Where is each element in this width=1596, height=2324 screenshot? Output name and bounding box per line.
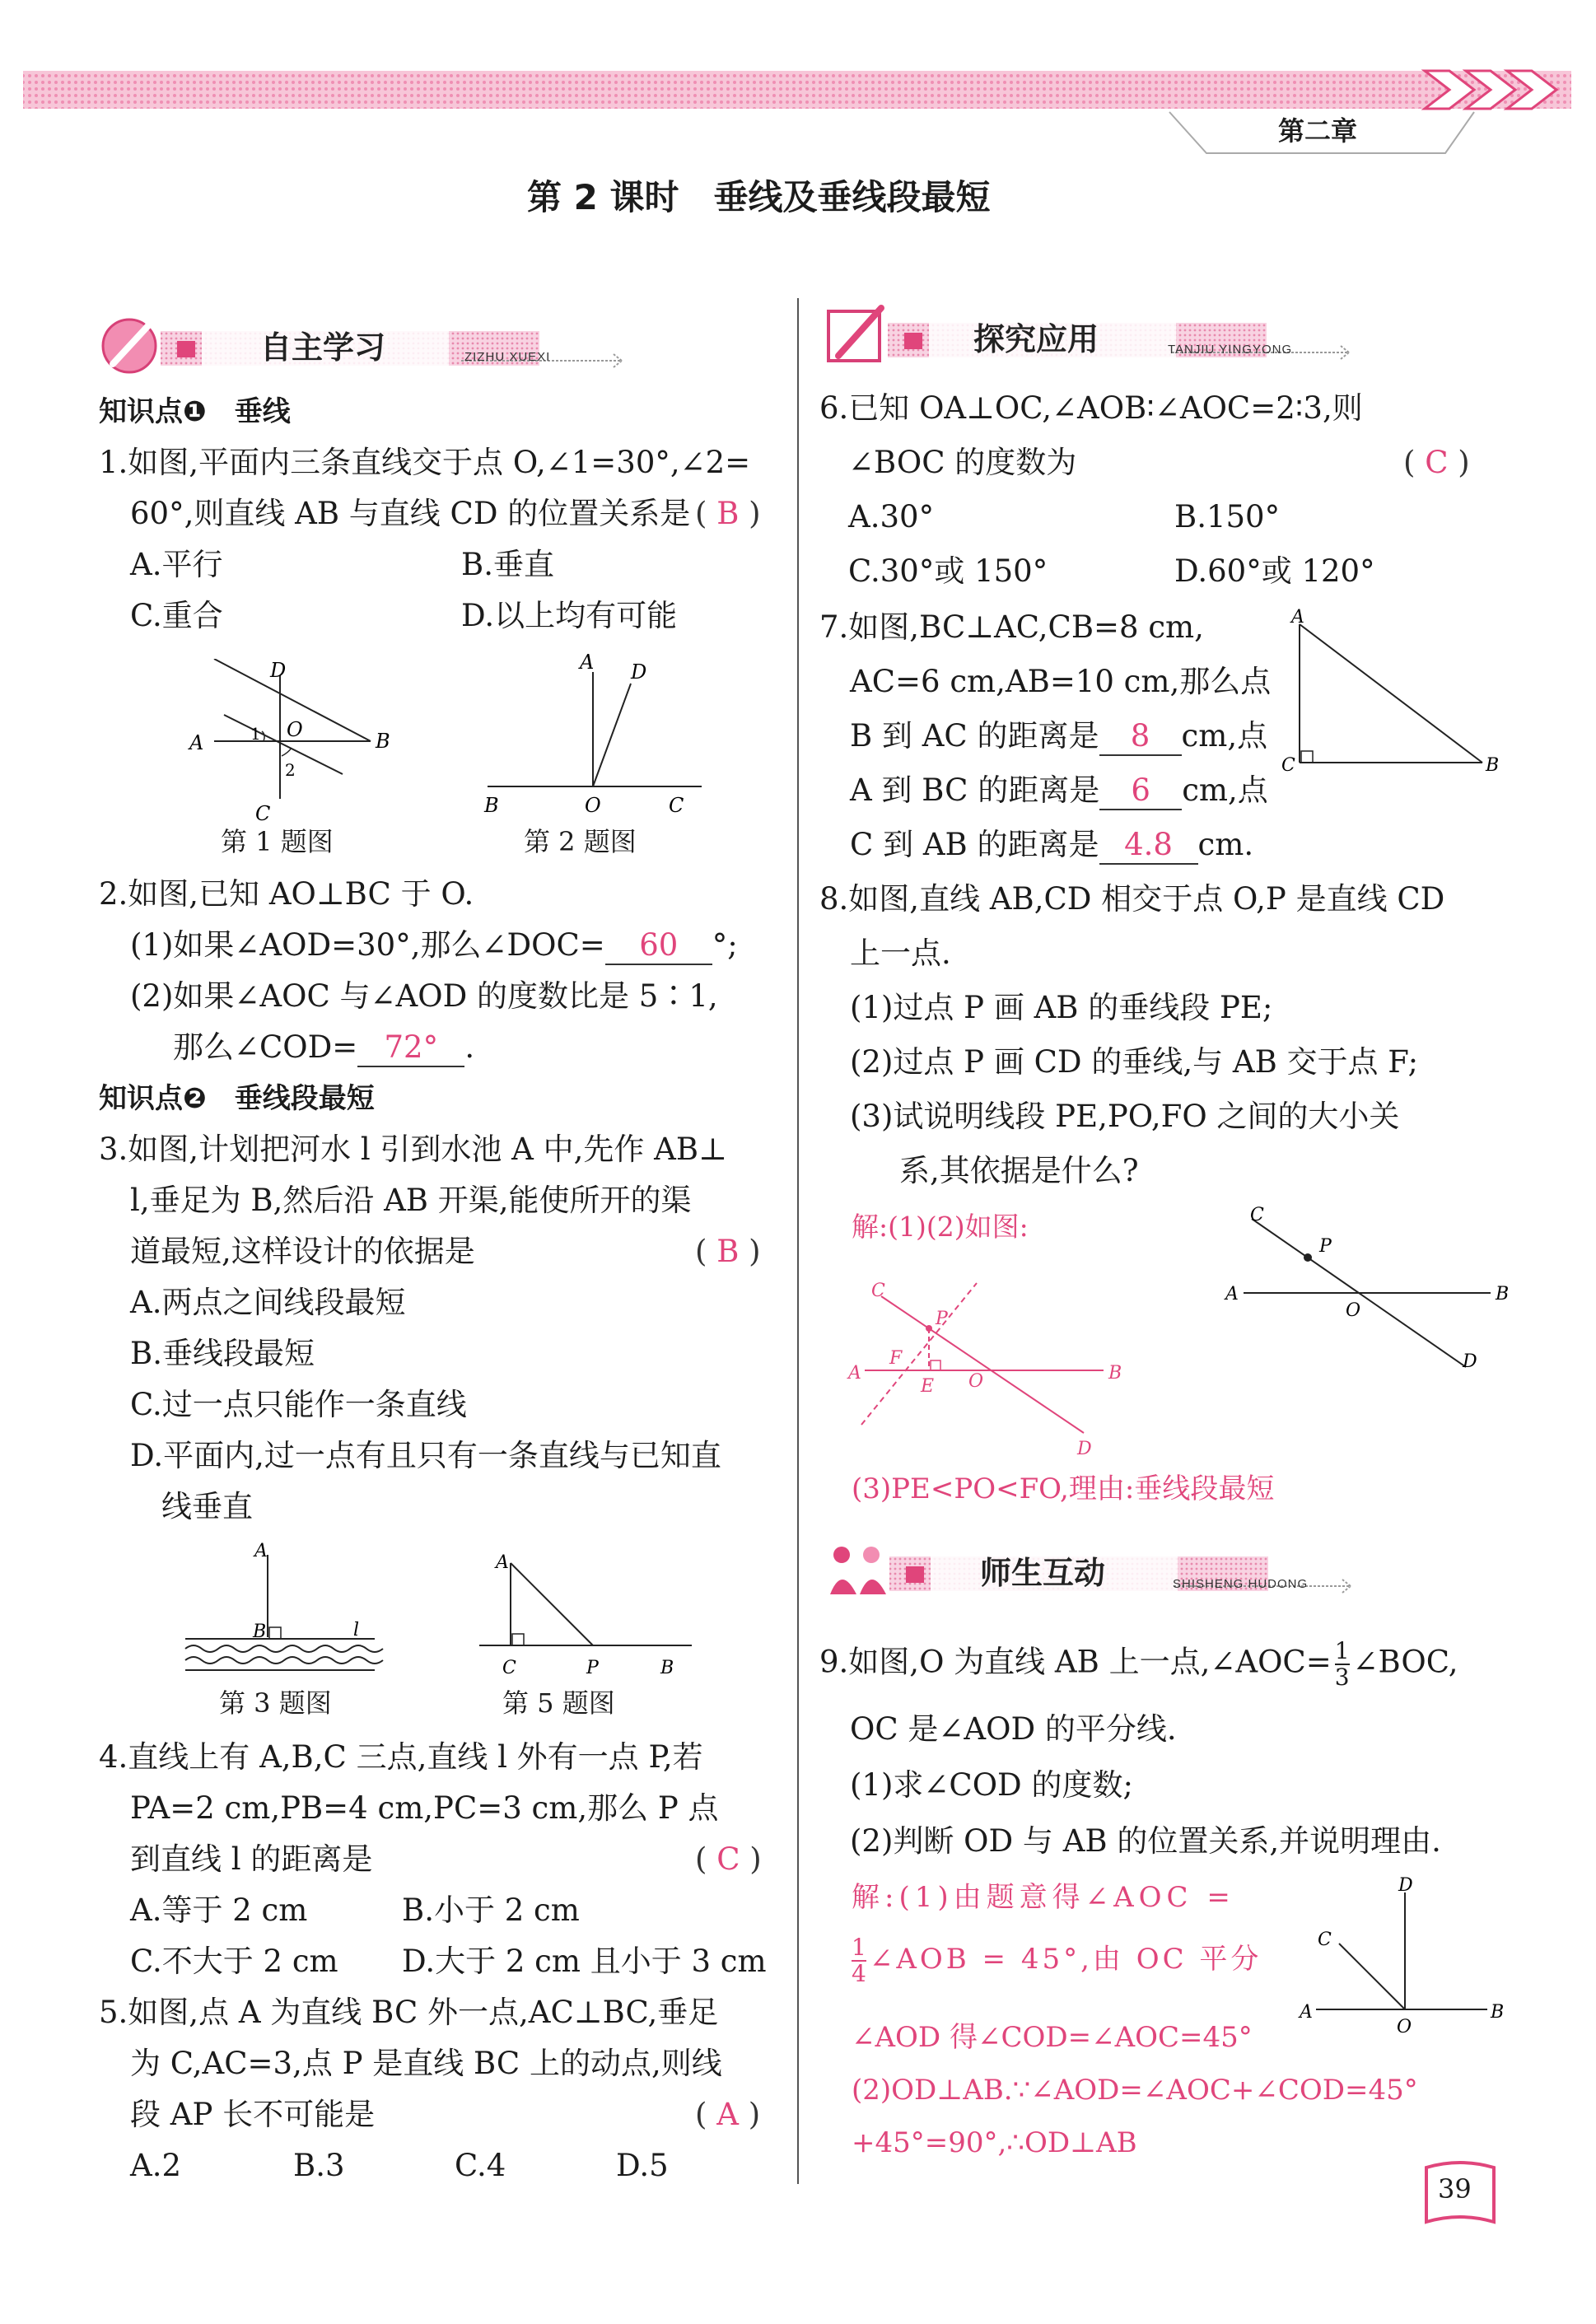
q8-part3a: (3)试说明线段 PE,PO,FO 之间的大小关 bbox=[850, 1099, 1400, 1134]
fig7-label-b: B bbox=[1486, 755, 1500, 776]
q7-line5: C 到 AB 的距离是 4.8 cm. bbox=[850, 827, 1253, 865]
fig9-label-o: O bbox=[1397, 2017, 1412, 2034]
q3-line1: 3.如图,计划把河水 l 引到水池 A 中,先作 AB⊥ bbox=[99, 1132, 727, 1167]
q8-solution-2: (3)PE<PO<FO,理由:垂线段最短 bbox=[852, 1472, 1275, 1505]
q5-option-d: D.5 bbox=[616, 2148, 669, 2183]
section-zizhu-subtitle: ZIZHU XUEXI bbox=[464, 350, 551, 364]
fig9-label-d: D bbox=[1398, 1875, 1413, 1896]
fig8-label-d: D bbox=[1463, 1351, 1477, 1372]
q5-answer: A bbox=[716, 2097, 739, 2132]
q3-line3: 道最短,这样设计的依据是 bbox=[130, 1234, 475, 1269]
q8-line1: 8.如图,直线 AB,CD 相交于点 O,P 是直线 CD bbox=[819, 881, 1445, 917]
q4-line3: 到直线 l 的距离是 bbox=[130, 1841, 373, 1877]
q5-option-a: A.2 bbox=[130, 2148, 182, 2183]
fig1-label-c: C bbox=[255, 802, 271, 824]
q1-answer: B bbox=[716, 496, 740, 531]
q4-option-b: B.小于 2 cm bbox=[402, 1892, 580, 1928]
fig7-label-c: C bbox=[1281, 755, 1295, 776]
lesson-title: 第 2 课时 垂线及垂线段最短 bbox=[527, 177, 991, 217]
fig9-label-c: C bbox=[1318, 1930, 1332, 1950]
q1-line1: 1.如图,平面内三条直线交于点 O,∠1=30°,∠2= bbox=[99, 445, 751, 480]
section-shisheng-title: 师生互动 bbox=[980, 1555, 1106, 1591]
q4-option-c: C.不大于 2 cm bbox=[130, 1944, 338, 1979]
q2-figure bbox=[478, 642, 716, 824]
q6-answer: C bbox=[1425, 445, 1449, 480]
q2-answer-2: 72° bbox=[357, 1029, 464, 1067]
fig1-label-a: A bbox=[189, 731, 204, 754]
q8-solution-figure bbox=[840, 1263, 1153, 1461]
fig8s-label-p: P bbox=[936, 1309, 948, 1329]
q8-line2: 上一点. bbox=[850, 936, 951, 971]
fig2-label-c: C bbox=[669, 794, 684, 817]
q9-figure bbox=[1293, 1869, 1515, 2034]
q1-option-c: C.重合 bbox=[130, 598, 223, 633]
q1-figure bbox=[181, 659, 395, 824]
page-number: 39 bbox=[1438, 2173, 1472, 2205]
fig2-label-a: A bbox=[580, 651, 595, 674]
fig8-label-p: P bbox=[1319, 1236, 1332, 1257]
q5-line3: 段 AP 长不可能是 bbox=[130, 2097, 376, 2132]
section-tanjiu-subtitle: TANJIU YINGYONG bbox=[1168, 343, 1293, 357]
fig8s-label-a: A bbox=[848, 1363, 861, 1384]
q8-part2: (2)过点 P 画 CD 的垂线,与 AB 交于点 F; bbox=[850, 1044, 1419, 1080]
q8-part3b: 系,其依据是什么? bbox=[899, 1153, 1139, 1188]
q4-answer: C bbox=[716, 1841, 740, 1877]
fig5-label-b: B bbox=[660, 1658, 674, 1678]
fig8-label-c: C bbox=[1250, 1205, 1264, 1225]
knowledge-point-2: 知识点❷ 垂线段最短 bbox=[99, 1082, 375, 1115]
q2-part2: (2)如果∠AOC 与∠AOD 的度数比是 5∶1, bbox=[130, 978, 718, 1014]
q7-answer-2: 6 bbox=[1099, 772, 1182, 810]
q2-answer-1: 60 bbox=[605, 927, 712, 965]
fig8s-label-b: B bbox=[1108, 1363, 1122, 1384]
q6-option-c: C.30°或 150° bbox=[848, 553, 1048, 589]
fig1-label-o: O bbox=[287, 718, 303, 741]
q9-line2: OC 是∠AOD 的平分线. bbox=[850, 1711, 1177, 1747]
q7-answer-1: 8 bbox=[1099, 718, 1182, 756]
q7-answer-3: 4.8 bbox=[1099, 827, 1198, 865]
fig3-label-a: A bbox=[254, 1541, 268, 1561]
fig1-label-b: B bbox=[376, 730, 390, 753]
fig1-angle-2: 2 bbox=[285, 760, 296, 780]
knowledge-point-1: 知识点❶ 垂线 bbox=[99, 395, 291, 428]
fig8s-label-c: C bbox=[871, 1281, 885, 1301]
fig2-label-o: O bbox=[585, 794, 601, 817]
fig8-label-b: B bbox=[1496, 1284, 1510, 1304]
q9-solution-1: 解:(1)由题意得∠AOC = bbox=[852, 1881, 1235, 1914]
q5-figure bbox=[469, 1538, 700, 1687]
q3-option-c: C.过一点只能作一条直线 bbox=[130, 1387, 467, 1422]
fig8s-label-f: F bbox=[889, 1348, 903, 1369]
q6-answer-paren: ( C ) bbox=[1403, 445, 1470, 480]
q1-answer-paren: ( B ) bbox=[695, 496, 761, 531]
q9-solution-2: $\frac{1}{4}$ ∠AOB = 45°,由 OC 平分 bbox=[852, 1934, 1262, 1987]
q2-part1: (1)如果∠AOD=30°,那么∠DOC= 60 °; bbox=[130, 927, 738, 965]
q3-figure-caption: 第 3 题图 bbox=[219, 1687, 332, 1719]
q2-line1: 2.如图,已知 AO⊥BC 于 O. bbox=[99, 876, 474, 912]
fig5-label-c: C bbox=[502, 1658, 516, 1678]
q1-option-b: B.垂直 bbox=[461, 547, 554, 582]
q3-option-d2: 线垂直 bbox=[161, 1489, 253, 1524]
q3-line2: l,垂足为 B,然后沿 AB 开渠,能使所开的渠 bbox=[130, 1183, 692, 1218]
q7-line1: 7.如图,BC⊥AC,CB=8 cm, bbox=[819, 609, 1204, 645]
q6-line1: 6.已知 OA⊥OC,∠AOB∶∠AOC=2∶3,则 bbox=[819, 390, 1363, 426]
q6-line2: ∠BOC 的度数为 bbox=[848, 445, 1077, 480]
q9-part1: (1)求∠COD 的度数; bbox=[850, 1767, 1133, 1803]
q1-option-a: A.平行 bbox=[130, 547, 223, 582]
fig3-label-b: B bbox=[253, 1622, 267, 1642]
q7-line2: AC=6 cm,AB=10 cm,那么点 bbox=[850, 664, 1272, 699]
fig8-label-a: A bbox=[1225, 1284, 1239, 1304]
q9-solution-4: (2)OD⊥AB.∵∠AOD=∠AOC+∠COD=45° bbox=[852, 2074, 1418, 2107]
fig1-angle-1: 1 bbox=[250, 724, 261, 744]
q4-answer-paren: ( C ) bbox=[695, 1841, 762, 1877]
q6-option-d: D.60°或 120° bbox=[1174, 553, 1375, 589]
q6-option-b: B.150° bbox=[1174, 499, 1281, 534]
q9-solution-fraction: $\frac{1}{4}$ bbox=[852, 1934, 866, 1987]
fig1-label-d: D bbox=[270, 659, 287, 682]
fig2-label-b: B bbox=[484, 794, 499, 817]
q2-part2b: 那么∠COD= 72° . bbox=[173, 1029, 474, 1067]
q6-option-a: A.30° bbox=[848, 499, 935, 534]
fig5-label-p: P bbox=[586, 1658, 599, 1678]
q3-option-b: B.垂线段最短 bbox=[130, 1336, 315, 1371]
q9-line1: 9.如图,O 为直线 AB 上一点,∠AOC= $\frac{1}{3}$ ∠BOC, bbox=[819, 1637, 1458, 1691]
q4-line1: 4.直线上有 A,B,C 三点,直线 l 外有一点 P,若 bbox=[99, 1739, 703, 1775]
q1-option-d: D.以上均有可能 bbox=[461, 598, 678, 633]
column-divider bbox=[797, 298, 799, 2184]
q4-option-a: A.等于 2 cm bbox=[130, 1892, 308, 1928]
q7-line3: B 到 AC 的距离是 8 cm,点 bbox=[850, 718, 1267, 756]
q2-figure-caption: 第 2 题图 bbox=[524, 826, 637, 857]
q8-part1: (1)过点 P 画 AB 的垂线段 PE; bbox=[850, 990, 1273, 1025]
fig9-label-a: A bbox=[1300, 2002, 1313, 2023]
q9-solution-5: +45°=90°,∴OD⊥AB bbox=[852, 2126, 1137, 2159]
q5-line1: 5.如图,点 A 为直线 BC 外一点,AC⊥BC,垂足 bbox=[99, 1995, 719, 2030]
q1-line2: 60°,则直线 AB 与直线 CD 的位置关系是 bbox=[130, 496, 691, 531]
q5-option-b: B.3 bbox=[293, 2148, 345, 2183]
q9-fraction: $\frac{1}{3}$ bbox=[1334, 1637, 1350, 1691]
fig8s-label-d: D bbox=[1077, 1439, 1092, 1459]
q5-answer-paren: ( A ) bbox=[695, 2097, 761, 2132]
fig5-label-a: A bbox=[496, 1552, 509, 1573]
q5-line2: 为 C,AC=3,点 P 是直线 BC 上的动点,则线 bbox=[130, 2046, 722, 2081]
q3-figure bbox=[177, 1538, 391, 1678]
fig9-label-b: B bbox=[1491, 2002, 1505, 2023]
q3-option-a: A.两点之间线段最短 bbox=[130, 1285, 406, 1320]
q3-answer: B bbox=[716, 1234, 740, 1269]
section-shisheng-subtitle: SHISHENG HUDONG bbox=[1173, 1577, 1309, 1591]
q7-line4: A 到 BC 的距离是 6 cm,点 bbox=[850, 772, 1268, 810]
q8-solution-1: 解:(1)(2)如图: bbox=[852, 1211, 1029, 1243]
q7-figure bbox=[1275, 601, 1514, 782]
chapter-label: 第二章 bbox=[1278, 115, 1358, 147]
q4-line2: PA=2 cm,PB=4 cm,PC=3 cm,那么 P 点 bbox=[130, 1790, 719, 1826]
q5-option-c: C.4 bbox=[455, 2148, 506, 2183]
section-tanjiu-title: 探究应用 bbox=[973, 321, 1099, 357]
q4-option-d: D.大于 2 cm 且小于 3 cm bbox=[402, 1944, 767, 1979]
q3-option-d1: D.平面内,过一点有且只有一条直线与已知直 bbox=[130, 1438, 721, 1473]
q9-solution-3: ∠AOD 得∠COD=∠AOC=45° bbox=[852, 2021, 1253, 2054]
q3-answer-paren: ( B ) bbox=[695, 1234, 761, 1269]
fig8-label-o: O bbox=[1346, 1300, 1361, 1321]
fig3-label-l: l bbox=[353, 1620, 360, 1640]
q9-part2: (2)判断 OD 与 AB 的位置关系,并说明理由. bbox=[850, 1823, 1441, 1859]
q8-figure bbox=[1219, 1202, 1515, 1384]
q1-figure-caption: 第 1 题图 bbox=[221, 826, 334, 857]
section-zizhu-title: 自主学习 bbox=[260, 329, 386, 366]
fig2-label-d: D bbox=[631, 660, 647, 684]
q5-figure-caption: 第 5 题图 bbox=[502, 1687, 615, 1719]
fig8s-label-o: O bbox=[968, 1371, 984, 1392]
fig7-label-a: A bbox=[1291, 607, 1304, 628]
fig8s-label-e: E bbox=[921, 1376, 935, 1397]
